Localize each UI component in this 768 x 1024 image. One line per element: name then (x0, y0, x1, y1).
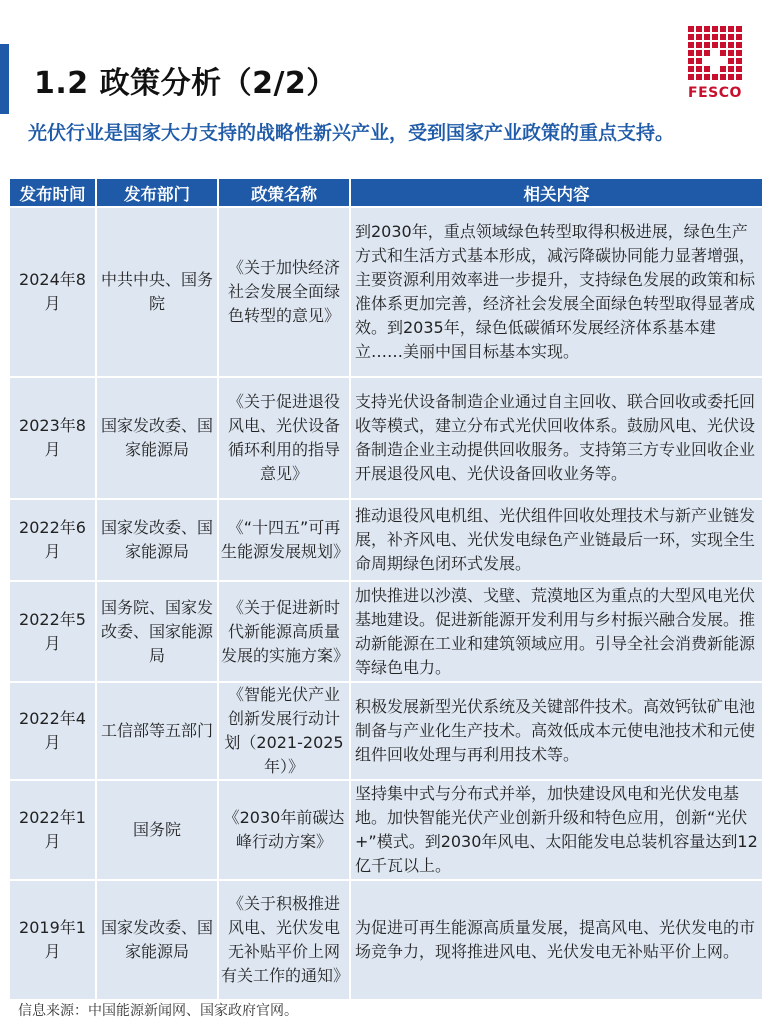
page-subtitle: 光伏行业是国家大力支持的战略性新兴产业，受到国家产业政策的重点支持。 (28, 122, 675, 144)
cell-dept: 国家发改委、国家能源局 (96, 377, 218, 499)
cell-policy-name: 《“十四五”可再生能源发展规划》 (218, 499, 350, 581)
cell-date: 2024年8月 (9, 207, 96, 377)
cell-policy-name: 《智能光伏产业创新发展行动计划（2021-2025年）》 (218, 682, 350, 780)
policy-table (8, 177, 764, 1001)
table-header-row (9, 178, 763, 207)
cell-dept: 国家发改委、国家能源局 (96, 880, 218, 1000)
cell-dept: 工信部等五部门 (96, 682, 218, 780)
accent-bar (0, 44, 9, 114)
table-row (9, 207, 763, 377)
table-row (9, 880, 763, 1000)
header-dept: 发布部门 (96, 178, 218, 207)
cell-dept: 中共中央、国务院 (96, 207, 218, 377)
cell-content: 支持光伏设备制造企业通过自主回收、联合回收或委托回收等模式，建立分布式光伏回收体系。鼓励风电、光伏设备制造企业主动提供回收服务。支持第三方专业回收企业开展退役风电、光伏设备回收业务等。 (350, 377, 763, 499)
table-row (9, 682, 763, 780)
cell-policy-name: 《关于促进退役风电、光伏设备循环利用的指导意见》 (218, 377, 350, 499)
cell-date: 2022年5月 (9, 581, 96, 682)
header-date: 发布时间 (9, 178, 96, 207)
logo-wordmark: FESCO (688, 85, 742, 101)
source-note: 信息来源：中国能源新闻网、国家政府官网。 (18, 1003, 298, 1019)
cell-content: 为促进可再生能源高质量发展，提高风电、光伏发电的市场竞争力，现将推进风电、光伏发电无补贴平价上网。 (350, 880, 763, 1000)
cell-dept: 国家发改委、国家能源局 (96, 499, 218, 581)
cell-dept: 国务院 (96, 780, 218, 880)
cell-content: 积极发展新型光伏系统及关键部件技术。高效钙钛矿电池制备与产业化生产技术。高效低成本元使电池技术和元使组件回收处理与再利用技术等。 (350, 682, 763, 780)
cell-content: 加快推进以沙漠、戈壁、荒漠地区为重点的大型风电光伏基地建设。促进新能源开发利用与乡村振兴融合发展。推动新能源在工业和建筑领域应用。引导全社会消费新能源等绿色电力。 (350, 581, 763, 682)
table-row (9, 377, 763, 499)
cell-date: 2022年1月 (9, 780, 96, 880)
cell-content: 到2030年，重点领域绿色转型取得积极进展，绿色生产方式和生活方式基本形成，减污降碳协同能力显著增强，主要资源利用效率进一步提升，支持绿色发展的政策和标准体系更加完善，经济社会发展全面绿色转型取得显著成效。到2035年，绿色低碳循环发展经济体系基本建立……美丽中国目标基本实现。 (350, 207, 763, 377)
header-policy-name: 政策名称 (218, 178, 350, 207)
cell-content: 推动退役风电机组、光伏组件回收处理技术与新产业链发展，补齐风电、光伏发电绿色产业链最后一环，实现全生命周期绿色闭环式发展。 (350, 499, 763, 581)
cell-policy-name: 《关于加快经济社会发展全面绿色转型的意见》 (218, 207, 350, 377)
page-title: 1.2 政策分析（2/2） (34, 66, 337, 101)
table-row (9, 499, 763, 581)
table-row (9, 581, 763, 682)
cell-date: 2023年8月 (9, 377, 96, 499)
cell-policy-name: 《关于促进新时代新能源高质量发展的实施方案》 (218, 581, 350, 682)
header-content: 相关内容 (350, 178, 763, 207)
cell-content: 坚持集中式与分布式并举，加快建设风电和光伏发电基地。加快智能光伏产业创新升级和特色应用，创新“光伏+”模式。到2030年风电、太阳能发电总装机容量达到12亿千瓦以上。 (350, 780, 763, 880)
cell-policy-name: 《关于积极推进风电、光伏发电无补贴平价上网有关工作的通知》 (218, 880, 350, 1000)
cell-dept: 国务院、国家发改委、国家能源局 (96, 581, 218, 682)
cell-date: 2022年4月 (9, 682, 96, 780)
cell-policy-name: 《2030年前碳达峰行动方案》 (218, 780, 350, 880)
fesco-logo (680, 26, 750, 102)
logo-grid-icon (688, 26, 744, 82)
table-row (9, 780, 763, 880)
cell-date: 2022年6月 (9, 499, 96, 581)
cell-date: 2019年1月 (9, 880, 96, 1000)
